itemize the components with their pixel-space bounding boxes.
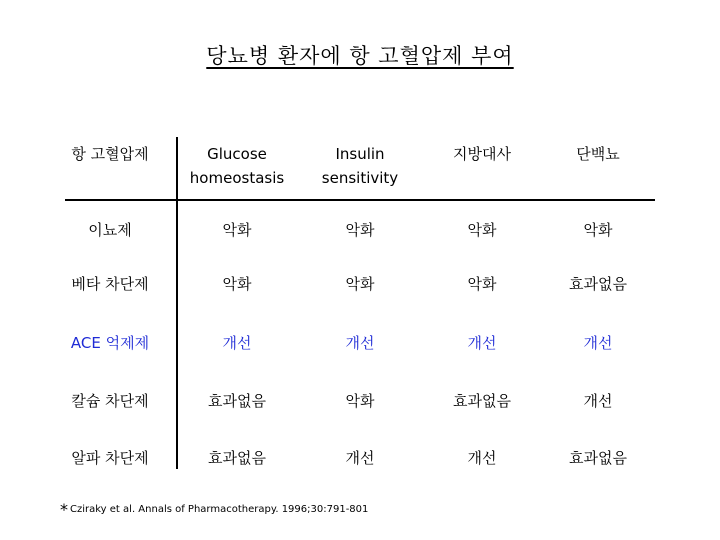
table-horizontal-divider [65, 199, 655, 201]
cell-proteinuria: 개선 [583, 392, 613, 410]
cell-glucose: 개선 [222, 334, 252, 352]
cell-lipid: 효과없음 [453, 392, 511, 410]
cell-insulin: 악화 [345, 221, 375, 239]
cell-insulin: 개선 [345, 334, 375, 352]
cell-proteinuria: 효과없음 [569, 275, 627, 293]
footnote [60, 500, 368, 519]
cell-lipid: 개선 [467, 334, 497, 352]
cell-glucose: 효과없음 [208, 392, 266, 410]
cell-proteinuria: 효과없음 [569, 449, 627, 467]
row-drug-name: ACE 억제제 [70, 334, 150, 352]
cell-lipid: 악화 [467, 275, 497, 293]
cell-proteinuria: 악화 [583, 221, 613, 239]
cell-glucose: 악화 [222, 275, 252, 293]
cell-insulin: 악화 [345, 392, 375, 410]
slide-title [0, 40, 720, 70]
cell-lipid: 악화 [467, 221, 497, 239]
table-vertical-divider [176, 137, 178, 469]
footnote-marker: * [60, 500, 68, 519]
footnote-citation: Cziraky et al. Annals of Pharmacotherapy. 1996;30:791-801 [70, 504, 369, 515]
header-lipid-metabolism: 지방대사 [453, 145, 511, 163]
cell-glucose: 효과없음 [208, 449, 266, 467]
cell-glucose: 악화 [222, 221, 252, 239]
header-drug-class: 항 고혈압제 [71, 145, 149, 163]
row-drug-name: 칼슘 차단제 [71, 392, 149, 410]
cell-insulin: 개선 [345, 449, 375, 467]
slide-title-text: 당뇨병 환자에 항 고혈압제 부여 [206, 44, 514, 68]
header-insulin-sensitivity: Insulin sensitivity [321, 145, 399, 187]
row-drug-name: 이뇨제 [88, 221, 132, 239]
cell-lipid: 개선 [467, 449, 497, 467]
header-proteinuria: 단백뇨 [576, 145, 620, 163]
cell-insulin: 악화 [345, 275, 375, 293]
row-drug-name: 베타 차단제 [71, 275, 149, 293]
cell-proteinuria: 개선 [583, 334, 613, 352]
row-drug-name: 알파 차단제 [71, 449, 149, 467]
header-glucose-homeostasis: Glucose homeostasis [189, 145, 285, 187]
